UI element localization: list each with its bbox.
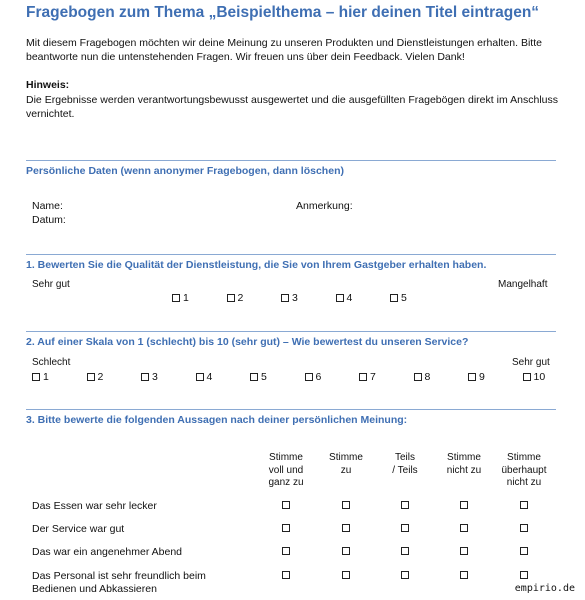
q2-option[interactable]: [523, 371, 546, 383]
q3-column-header-line: Stimme: [329, 452, 363, 463]
q3-column-header-line: Stimme: [507, 452, 541, 463]
q2-option[interactable]: [32, 371, 49, 383]
date-label: Datum:: [32, 214, 66, 226]
q3-column-header: [494, 452, 554, 490]
option-label: 1: [43, 371, 49, 383]
q1-right-label: Mangelhaft: [498, 279, 548, 290]
page-title: Fragebogen zum Thema „Beispielthema – hier deinen Titel eintragen“: [26, 4, 540, 21]
hint-text: Die Ergebnisse werden verantwortungsbewusst ausgewertet und die ausgefüllten Fragebögen direkt im Anschluss vernichtet.: [26, 94, 558, 120]
option-label: 2: [97, 371, 104, 383]
checkbox[interactable]: [250, 373, 258, 381]
checkbox[interactable]: [87, 373, 95, 381]
option-label: 3: [152, 371, 158, 383]
option-label: 2: [237, 292, 244, 304]
q2-option[interactable]: [305, 371, 322, 383]
q3-checkbox[interactable]: [401, 501, 409, 509]
q1-option[interactable]: [390, 292, 407, 304]
name-label: Name:: [32, 200, 63, 212]
checkbox[interactable]: [414, 373, 422, 381]
q3-column-header: [434, 452, 494, 477]
q3-statement: [32, 523, 124, 536]
section-divider: [26, 160, 556, 161]
q3-statement: [32, 500, 157, 513]
q1-heading: 1. Bewerten Sie die Qualität der Dienstleistung, die Sie von Ihrem Gastgeber erhalten haben.: [26, 259, 487, 271]
personal-data-heading: Persönliche Daten (wenn anonymer Fragebogen, dann löschen): [26, 165, 344, 177]
option-label: 8: [424, 371, 431, 383]
checkbox[interactable]: [196, 373, 204, 381]
option-label: 1: [183, 292, 189, 304]
q3-checkbox[interactable]: [282, 571, 290, 579]
option-label: 9: [479, 371, 485, 383]
q3-column-header: [256, 452, 316, 490]
checkbox[interactable]: [227, 294, 235, 302]
q3-checkbox[interactable]: [282, 501, 290, 509]
q3-column-header-line: / Teils: [392, 464, 418, 476]
q3-column-header-line: überhaupt: [501, 464, 547, 476]
checkbox[interactable]: [390, 294, 398, 302]
q3-checkbox[interactable]: [460, 571, 468, 579]
q2-option[interactable]: [196, 371, 213, 383]
section-divider: [26, 331, 556, 332]
q3-checkbox[interactable]: [401, 547, 409, 555]
q3-checkbox[interactable]: [520, 524, 528, 532]
checkbox[interactable]: [523, 373, 531, 381]
q3-checkbox[interactable]: [460, 501, 468, 509]
q3-column-header-line: Stimme: [269, 452, 303, 463]
q1-left-label: Sehr gut: [32, 279, 70, 290]
q3-checkbox[interactable]: [342, 501, 350, 509]
q3-column-header-line: Stimme: [447, 452, 481, 463]
q3-checkbox[interactable]: [342, 547, 350, 555]
option-label: 4: [206, 371, 213, 383]
checkbox[interactable]: [141, 373, 149, 381]
checkbox[interactable]: [359, 373, 367, 381]
q1-option[interactable]: [227, 292, 244, 304]
q3-column-header-line: voll und: [268, 464, 304, 476]
hint-heading: Hinweis:: [26, 79, 70, 91]
q2-option[interactable]: [250, 371, 267, 383]
q2-right-label: Sehr gut: [512, 357, 550, 368]
q3-column-header: [375, 452, 435, 477]
q2-heading: 2. Auf einer Skala von 1 (schlecht) bis 10 (sehr gut) – Wie bewertest du unseren Service?: [26, 336, 469, 348]
section-divider: [26, 409, 556, 410]
q3-column-header-line: Teils: [394, 452, 415, 463]
q3-checkbox[interactable]: [282, 547, 290, 555]
q3-checkbox[interactable]: [520, 547, 528, 555]
q3-checkbox[interactable]: [282, 524, 290, 532]
remark-label: Anmerkung:: [296, 200, 353, 212]
q3-checkbox[interactable]: [401, 571, 409, 579]
q3-checkbox[interactable]: [460, 547, 468, 555]
q3-heading: 3. Bitte bewerte die folgenden Aussagen nach deiner persönlichen Meinung:: [26, 414, 408, 426]
q3-statement: [32, 570, 206, 596]
option-label: 5: [261, 371, 267, 383]
q3-column-header-line: zu: [340, 464, 352, 476]
option-label: 5: [401, 292, 407, 304]
q3-column-header-line: ganz zu: [268, 477, 304, 488]
q3-statement-line: Bedienen und Abkassieren: [32, 583, 157, 595]
checkbox[interactable]: [336, 294, 344, 302]
q1-option[interactable]: [172, 292, 189, 304]
q3-statement-line: Das Essen war sehr lecker: [32, 500, 157, 512]
q2-option[interactable]: [414, 371, 431, 383]
q3-column-header-line: nicht zu: [446, 464, 482, 476]
q3-checkbox[interactable]: [342, 571, 350, 579]
section-divider: [26, 254, 556, 255]
q2-option[interactable]: [468, 371, 485, 383]
q3-checkbox[interactable]: [460, 524, 468, 532]
q3-statement-line: Das war ein angenehmer Abend: [32, 546, 183, 558]
q3-statement: [32, 546, 182, 559]
checkbox[interactable]: [305, 373, 313, 381]
option-label: 4: [346, 292, 353, 304]
intro-text: Mit diesem Fragebogen möchten wir deine Meinung zu unseren Produkten und Dienstleistungen erhalten. Bitte beantworte nun die untenstehenden Fragen. Wir freuen uns über dein Feedback. Vielen Dank!: [26, 37, 542, 63]
q3-checkbox[interactable]: [520, 571, 528, 579]
q2-left-label: Schlecht: [32, 357, 71, 368]
q3-column-header: [316, 452, 376, 477]
q2-option[interactable]: [141, 371, 158, 383]
q1-option[interactable]: [281, 292, 298, 304]
checkbox[interactable]: [172, 294, 180, 302]
q3-statement-line: Das Personal ist sehr freundlich beim: [32, 570, 206, 582]
option-label: 3: [292, 292, 298, 304]
checkbox[interactable]: [281, 294, 289, 302]
q1-option[interactable]: [336, 292, 353, 304]
q3-checkbox[interactable]: [520, 501, 528, 509]
option-label: 10: [533, 371, 546, 383]
option-label: 7: [370, 371, 376, 383]
checkbox[interactable]: [32, 373, 40, 381]
checkbox[interactable]: [468, 373, 476, 381]
option-label: 6: [315, 371, 322, 383]
watermark: empirio.de: [514, 583, 575, 594]
q2-option[interactable]: [359, 371, 376, 383]
q3-checkbox[interactable]: [401, 524, 409, 532]
q2-option[interactable]: [87, 371, 104, 383]
q3-statement-line: Der Service war gut: [32, 523, 125, 535]
q3-checkbox[interactable]: [342, 524, 350, 532]
q3-column-header-line: nicht zu: [506, 477, 542, 488]
